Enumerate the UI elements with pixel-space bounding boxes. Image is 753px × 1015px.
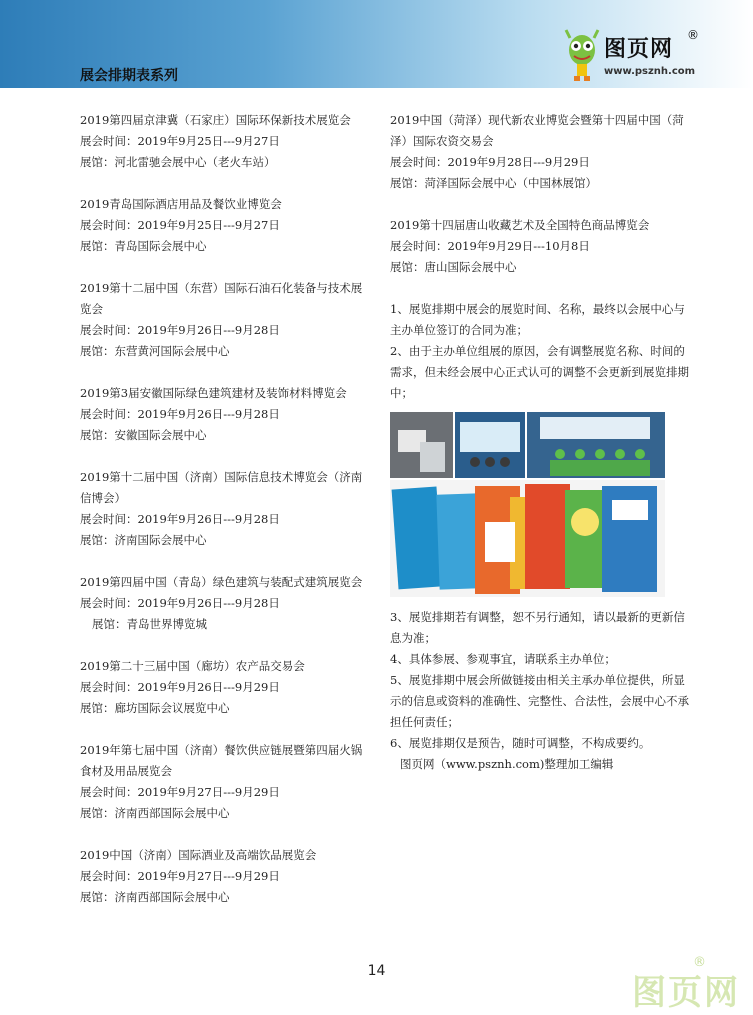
exhibition-name: 2019青岛国际酒店用品及餐饮业博览会	[80, 197, 282, 211]
watermark-registered-mark: ®	[693, 955, 706, 970]
exhibition-time: 展会时间：2019年9月25日---9月27日	[80, 134, 280, 148]
exhibition-time: 展会时间：2019年9月26日---9月29日	[80, 680, 280, 694]
exhibition-venue: 展馆：青岛世界博览城	[92, 617, 207, 631]
exhibition-time: 展会时间：2019年9月26日---9月28日	[80, 512, 280, 526]
exhibition-entry	[80, 467, 370, 551]
exhibition-time: 展会时间：2019年9月26日---9月28日	[80, 323, 280, 337]
exhibition-venue: 展馆：济南国际会展中心	[80, 533, 207, 547]
exhibition-photo-collage	[390, 412, 665, 597]
page-header-band	[0, 0, 753, 88]
series-title: 展会排期表系列	[80, 68, 178, 84]
notes-block-bottom	[390, 607, 690, 775]
editor-credit: 图页网（www.psznh.com)整理加工编辑	[400, 757, 614, 771]
exhibition-time: 展会时间：2019年9月25日---9月27日	[80, 218, 280, 232]
site-logo[interactable]	[562, 28, 712, 83]
exhibition-venue: 展馆：菏泽国际会展中心（中国林展馆）	[390, 176, 597, 190]
exhibition-venue: 展馆：河北雷驰会展中心（老火车站）	[80, 155, 276, 169]
exhibition-entry	[80, 194, 370, 257]
exhibition-entry	[80, 845, 370, 908]
exhibition-name: 2019第十二届中国（东营）国际石油石化装备与技术展览会	[80, 281, 363, 316]
exhibition-venue: 展馆：唐山国际会展中心	[390, 260, 517, 274]
logo-text: 图页网	[604, 37, 674, 62]
exhibition-venue: 展馆：济南西部国际会展中心	[80, 890, 230, 904]
exhibition-entry	[80, 110, 370, 173]
page-number: 14	[367, 963, 386, 979]
exhibition-time: 展会时间：2019年9月29日---10月8日	[390, 239, 590, 253]
note-item: 1、展览排期中展会的展览时间、名称，最终以会展中心与主办单位签订的合同为准；	[390, 302, 685, 337]
exhibition-name: 2019第3届安徽国际绿色建筑建材及装饰材料博览会	[80, 386, 347, 400]
exhibition-entry	[80, 383, 370, 446]
exhibition-name: 2019第十二届中国（济南）国际信息技术博览会（济南信博会）	[80, 470, 363, 505]
exhibition-venue: 展馆：廊坊国际会议展览中心	[80, 701, 230, 715]
mascot-icon	[562, 28, 602, 83]
watermark-text: 图页网	[632, 973, 740, 1013]
exhibition-name: 2019第二十三届中国（廊坊）农产品交易会	[80, 659, 305, 673]
logo-url: www.psznh.com	[604, 66, 696, 77]
exhibition-entry	[80, 740, 370, 824]
exhibition-entry	[80, 572, 370, 635]
exhibition-name: 2019中国（济南）国际酒业及高端饮品展览会	[80, 848, 317, 862]
exhibition-time: 展会时间：2019年9月27日---9月29日	[80, 785, 280, 799]
exhibition-time: 展会时间：2019年9月27日---9月29日	[80, 869, 280, 883]
exhibition-venue: 展馆：济南西部国际会展中心	[80, 806, 230, 820]
photo-collage-image	[390, 412, 665, 597]
exhibition-time: 展会时间：2019年9月28日---9月29日	[390, 155, 590, 169]
note-item: 5、展览排期中展会所做链接由相关主承办单位提供，所显示的信息或资料的准确性、完整性、合法性，会展中心不承担任何责任；	[390, 673, 689, 729]
exhibition-time: 展会时间：2019年9月26日---9月28日	[80, 596, 280, 610]
left-exhibition-column	[80, 110, 370, 929]
right-exhibition-column	[390, 110, 690, 775]
note-item: 3、展览排期若有调整，恕不另行通知，请以最新的更新信息为准；	[390, 610, 685, 645]
exhibition-name: 2019第四届中国（青岛）绿色建筑与装配式建筑展览会	[80, 575, 363, 589]
exhibition-entry	[390, 215, 690, 278]
notes-block-top	[390, 299, 690, 404]
note-item: 2、由于主办单位组展的原因，会有调整展览名称、时间的需求，但未经会展中心正式认可的调整不会更新到展览排期中；	[390, 344, 689, 400]
exhibition-name: 2019年第七届中国（济南）餐饮供应链展暨第四届火锅食材及用品展览会	[80, 743, 363, 778]
note-item: 6、展览排期仅是预告，随时可调整，不构成要约。	[390, 736, 651, 750]
exhibition-name: 2019中国（菏泽）现代新农业博览会暨第十四届中国（菏泽）国际农资交易会	[390, 113, 684, 148]
exhibition-entry	[390, 110, 690, 194]
exhibition-entry	[80, 656, 370, 719]
note-item: 4、具体参展、参观事宜，请联系主办单位；	[390, 652, 616, 666]
exhibition-venue: 展馆：东营黄河国际会展中心	[80, 344, 230, 358]
exhibition-venue: 展馆：安徽国际会展中心	[80, 428, 207, 442]
exhibition-time: 展会时间：2019年9月26日---9月28日	[80, 407, 280, 421]
exhibition-name: 2019第四届京津冀（石家庄）国际环保新技术展览会	[80, 113, 351, 127]
exhibition-name: 2019第十四届唐山收藏艺术及全国特色商品博览会	[390, 218, 650, 232]
exhibition-entry	[80, 278, 370, 362]
exhibition-venue: 展馆：青岛国际会展中心	[80, 239, 207, 253]
logo-registered-mark: ®	[687, 28, 699, 42]
